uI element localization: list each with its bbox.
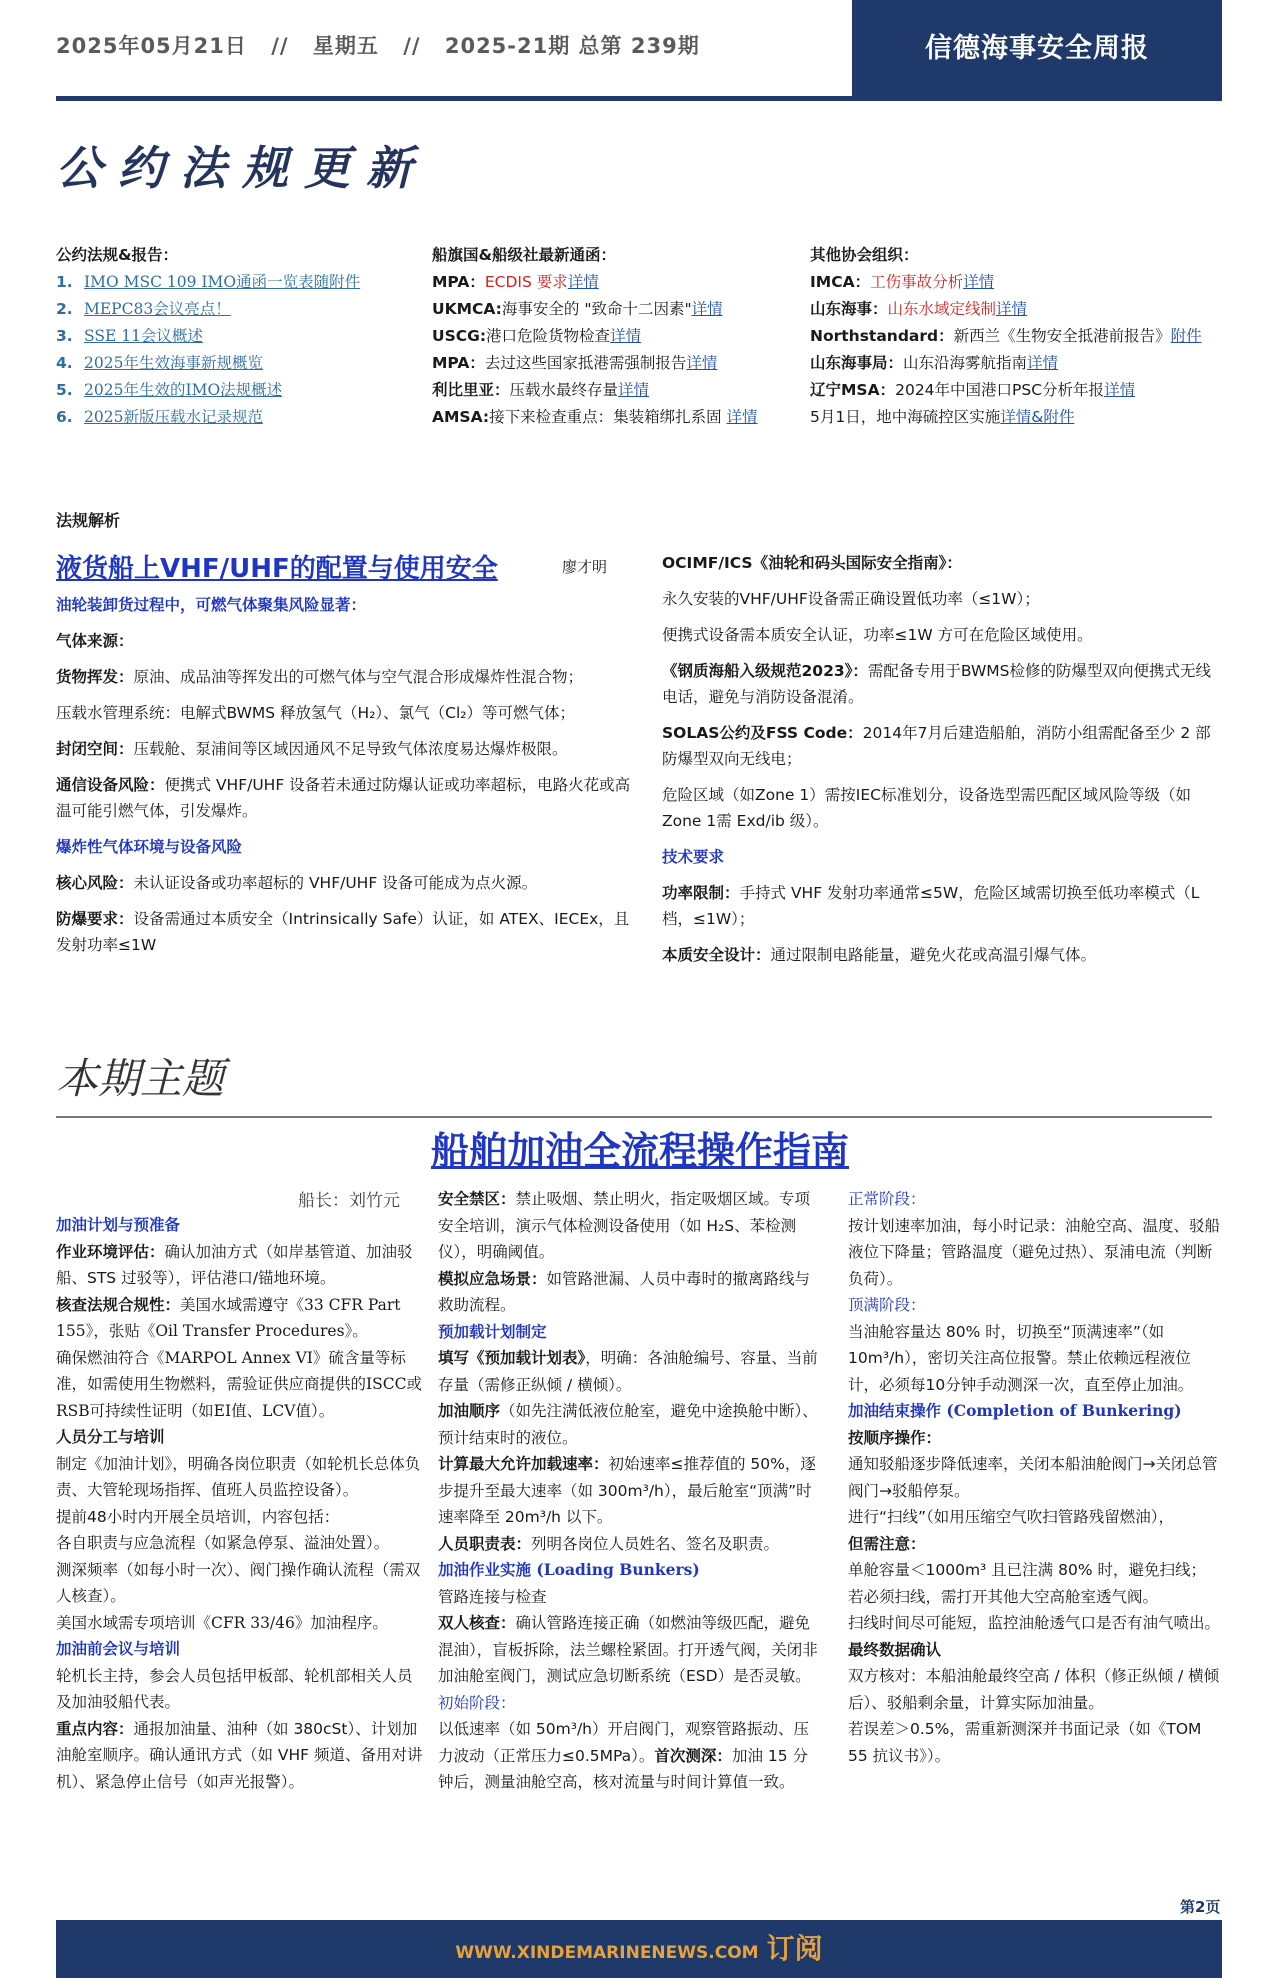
article-author: 廖才明 [562,558,608,576]
brand-banner: 信德海事安全周报 [852,0,1222,97]
details-link[interactable]: 详情 [567,273,599,291]
subheading: 技术要求 [662,848,725,866]
stage-label: 顶满阶段： [848,1296,926,1314]
paragraph: 防爆要求：设备需通过本质安全（Intrinsically Safe）认证，如 ATEX、IECEx，且发射功率≤1W [56,910,630,954]
analysis-label: 法规解析 [56,511,121,530]
paragraph: 管路连接与检查 [438,1587,547,1606]
regs-row: 5月1日，地中海硫控区实施详情&附件 [810,408,1075,426]
regs-list-item[interactable]: 4. 2025年生效海事新规概览 [56,354,263,372]
subheading: 加油作业实施 (Loading Bunkers) [438,1560,700,1579]
bunker-column-2 [438,1186,822,1796]
subheading: 加油结束操作 (Completion of Bunkering) [848,1401,1182,1420]
bunker-column-3 [848,1186,1220,1769]
section-title: 公约法规更新 [56,141,428,195]
regs-heading: 船旗国&船级社最新通函： [432,246,617,264]
separator: // [403,34,421,58]
paragraph: 永久安装的VHF/UHF设备需正确设置低功率（≤1W）； [662,590,1040,608]
theme-title[interactable]: 船舶加油全流程操作指南 [430,1129,849,1173]
stage-label: 初始阶段： [438,1693,516,1712]
regs-row: MPA：ECDIS 要求详情 [432,273,599,291]
stage-label: 正常阶段： [848,1190,926,1208]
regs-link[interactable]: MEPC83会议亮点！ [84,300,231,318]
regs-row: IMCA：工伤事故分析详情 [810,273,995,291]
regs-list-item[interactable]: 1. IMO MSC 109 IMO通函一览表随附件 [56,273,361,291]
regs-column-flag-states [432,242,812,431]
regs-row: USCG:港口危险货物检查详情 [432,327,642,345]
issue-date: 2025年05月21日 [56,34,247,58]
details-link[interactable]: 详情 [726,408,758,426]
paragraph: 安全禁区：禁止吸烟、禁止明火，指定吸烟区域。专项安全培训，演示气体检测设备使用（如 H₂S、苯检测仪），明确阈值。 [438,1190,811,1261]
regs-column-conventions [56,242,426,431]
paragraph: 压载水管理系统：电解式BWMS 释放氢气（H₂）、氯气（Cl₂）等可燃气体； [56,704,576,722]
website-link[interactable]: WWW.XINDEMARINENEWS.COM [455,1943,759,1963]
subheading: 加油计划与预准备 [56,1216,181,1234]
regs-row: AMSA:接下来检查重点：集装箱绑扎系固 详情 [432,408,758,426]
paragraph: 以低速率（如 50m³/h）开启阀门，观察管路振动、压力波动（正常压力≤0.5MPa）。首次测深：加油 15 分钟后，测量油舱空高，核对流量与时间计算值一致。 [438,1720,810,1791]
paragraph: 作业环境评估：确认加油方式（如岸基管道、加油驳船、STS 过驳等），评估港口/锚地环境。 [56,1242,413,1287]
paragraph: 《钢质海船入级规范2023》：需配备专用于BWMS检修的防爆型双向便携式无线电话，避免与消防设备混淆。 [662,662,1212,706]
footer-banner [56,1920,1222,1978]
regs-column-associations [810,242,1222,431]
weekday: 星期五 [312,34,379,58]
regs-link[interactable]: IMO MSC 109 IMO通函一览表随附件 [84,273,361,291]
paragraph: 人员职责表：列明各岗位人员姓名、签名及职责。 [438,1534,780,1553]
paragraph: 封闭空间：压载舱、泵浦间等区域因通风不足导致气体浓度易达爆炸极限。 [56,740,568,758]
subheading: 爆炸性气体环境与设备风险 [56,838,243,856]
paragraph: 危险区域（如Zone 1）需按IEC标准划分，设备选型需匹配区域风险等级（如Zone 1需 Exd/ib 级）。 [662,786,1191,830]
paragraph: 填写《预加载计划表》，明确：各油舱编号、容量、当前存量（需修正纵倾 / 横倾）。 [438,1349,818,1394]
article-title[interactable]: 液货船上VHF/UHF的配置与使用安全 [56,554,498,584]
details-link[interactable]: 详情 [686,354,718,372]
paragraph: 加油顺序（如先注满低液位舱室，避免中途换舱中断）、预计结束时的液位。 [438,1402,818,1447]
regs-link[interactable]: SSE 11会议概述 [84,327,203,345]
paragraph: 本质安全设计：通过限制电路能量，避免火花或高温引爆气体。 [662,946,1097,964]
issue-number: 2025-21期 总第 239期 [444,34,700,58]
paragraph: 若误差＞0.5%，需重新测深并书面记录（如《TOM 55 抗议书》）。 [848,1720,1202,1765]
bunker-column-1 [56,1212,426,1795]
attachment-link[interactable]: 附件 [1170,327,1202,345]
paragraph: 货物挥发：原油、成品油等挥发出的可燃气体与空气混合形成爆炸性混合物； [56,668,584,686]
paragraph: 核查法规合规性：美国水域需遵守《33 CFR Part 155》，张贴《Oil Transfer Procedures》。 [56,1294,401,1340]
details-link[interactable]: 详情 [610,327,642,345]
regs-row: Northstandard：新西兰《生物安全抵港前报告》附件 [810,327,1202,345]
article-left-column [56,592,636,968]
paragraph: 双人核查：确认管路连接正确（如燃油等级匹配，避免混油），盲板拆除，法兰螺栓紧固。打开透气阀，关闭非加油舱室阀门，测试应急切断系统（ESD）是否灵敏。 [438,1614,818,1685]
separator: // [271,34,289,58]
subheading: 油轮装卸货过程中，可燃气体聚集风险显著： [56,596,367,614]
regs-list [56,269,426,431]
paragraph: 测深频率（如每小时一次）、阀门操作确认流程（需双人核查）。 [56,1560,421,1605]
paragraph: 功率限制：手持式 VHF 发射功率通常≤5W，危险区域需切换至低功率模式（L 档，≤1W）； [662,884,1200,928]
subheading: 最终数据确认 [848,1640,942,1659]
paragraph: 提前48小时内开展全员培训，内容包括： [56,1507,340,1526]
details-link[interactable]: 详情 [963,273,995,291]
theme-label: 本期主题 [56,1054,225,1103]
regs-heading: 其他协会组织： [810,246,919,264]
paragraph: 计算最大允许加载速率：初始速率≤推荐值的 50%，逐步提升至最大速率（如 300m³/h），最后舱室“顶满”时速率降至 20m³/h 以下。 [438,1455,816,1526]
theme-divider [56,1116,1212,1118]
regs-row: 山东海事：山东水域定线制详情 [810,300,1028,318]
regs-list-item[interactable]: 5. 2025年生效的IMO法规概述 [56,381,283,399]
subheading: 预加载计划制定 [438,1322,547,1341]
paragraph: 各自职责与应急流程（如紧急停泵、溢油处置）。 [56,1534,390,1552]
paragraph: 轮机长主持，参会人员包括甲板部、轮机部相关人员及加油驳船代表。 [56,1666,413,1711]
regs-list-item[interactable]: 2. MEPC83会议亮点！ [56,300,231,318]
theme-author: 船长：刘竹元 [298,1191,400,1211]
subheading: 人员分工与培训 [56,1428,165,1446]
paragraph: 核心风险：未认证设备或功率超标的 VHF/UHF 设备可能成为点火源。 [56,874,538,892]
paragraph: 进行“扫线”（如用压缩空气吹扫管路残留燃油）， [848,1508,1175,1526]
regs-link[interactable]: 2025年生效海事新规概览 [84,354,263,372]
regs-row: 山东海事局：山东沿海雾航指南详情 [810,354,1059,372]
regs-link[interactable]: 2025年生效的IMO法规概述 [84,381,283,399]
article-right-column [662,550,1214,978]
regs-list-item[interactable]: 6. 2025新版压载水记录规范 [56,408,263,426]
paragraph: 扫线时间尽可能短，监控油舱透气口是否有油气喷出。 [848,1614,1221,1632]
paragraph: 气体来源： [56,632,134,650]
header-info [56,30,716,60]
paragraph: 当油舱容量达 80% 时，切换至“顶满速率”（如 10m³/h），密切关注高位报警。禁止依赖远程液位计，必须每10分钟手动测深一次，直至停止加油。 [848,1322,1194,1394]
regs-row: 辽宁MSA：2024年中国港口PSC分析年报详情 [810,381,1136,399]
details-link[interactable]: 详情 [618,381,650,399]
paragraph: 制定《加油计划》，明确各岗位职责（如轮机长总体负责、大管轮现场指挥、值班人员监控设备）。 [56,1454,421,1499]
subheading: 加油前会议与培训 [56,1640,181,1658]
regs-heading: 公约法规&报告： [56,246,179,264]
paragraph: 通知驳船逐步降低速率，关闭本船油舱阀门→关闭总管阀门→驳船停泵。 [848,1455,1218,1500]
page-number: 第2页 [1180,1898,1221,1916]
paragraph: 模拟应急场景：如管路泄漏、人员中毒时的撤离路线与救助流程。 [438,1269,811,1314]
details-link[interactable]: 详情 [996,300,1028,318]
details-link[interactable]: 详情 [691,300,723,318]
paragraph: 美国水域需专项培训《CFR 33/46》加油程序。 [56,1613,388,1632]
paragraph: 按计划速率加油，每小时记录：油舱空高、温度、驳船液位下降量；管路温度（避免过热）、泵浦电流（判断负荷）。 [848,1216,1221,1288]
paragraph: 单舱容量＜1000m³ 且已注满 80% 时，避免扫线；若必须扫线，需打开其他大空高舱室透气阀。 [848,1561,1206,1606]
details-link[interactable]: 详情 [1104,381,1136,399]
subscribe-button[interactable]: 订阅 [766,1932,823,1965]
details-link[interactable]: 详情&附件 [1000,408,1075,426]
regs-row: 利比里亚：压载水最终存量详情 [432,381,650,399]
paragraph: SOLAS公约及FSS Code：2014年7月后建造船舶，消防小组需配备至少 2 部防爆型双向无线电； [662,724,1211,768]
subheading: 但需注意： [848,1534,926,1553]
subheading: 按顺序操作： [848,1428,942,1447]
paragraph: 重点内容：通报加油量、油种（如 380cSt）、计划加油舱室顺序。确认通讯方式（如 VHF 频道、备用对讲机）、紧急停止信号（如声光报警）。 [56,1719,423,1791]
details-link[interactable]: 详情 [1027,354,1059,372]
regs-row: UKMCA:海事安全的 "致命十二因素"详情 [432,300,723,318]
paragraph: 确保燃油符合《MARPOL Annex VI》硫含量等标准，如需使用生物燃料，需验证供应商提供的ISCC或RSB可持续性证明（如EI值、LCV值）。 [56,1348,422,1420]
regs-list-item[interactable]: 3. SSE 11会议概述 [56,327,203,345]
paragraph: 便携式设备需本质安全认证，功率≤1W 方可在危险区域使用。 [662,626,1093,644]
regs-link[interactable]: 2025新版压载水记录规范 [84,408,263,426]
header-divider [56,96,1222,101]
paragraph: OCIMF/ICS《油轮和码头国际安全指南》： [662,554,962,572]
regs-row: MPA：去过这些国家抵港需强制报告详情 [432,354,718,372]
paragraph: 双方核对：本船油舱最终空高 / 体积（修正纵倾 / 横倾后）、驳船剩余量，计算实际加油量。 [848,1667,1220,1712]
paragraph: 通信设备风险：便携式 VHF/UHF 设备若未通过防爆认证或功率超标，电路火花或高温可能引燃气体，引发爆炸。 [56,776,631,820]
